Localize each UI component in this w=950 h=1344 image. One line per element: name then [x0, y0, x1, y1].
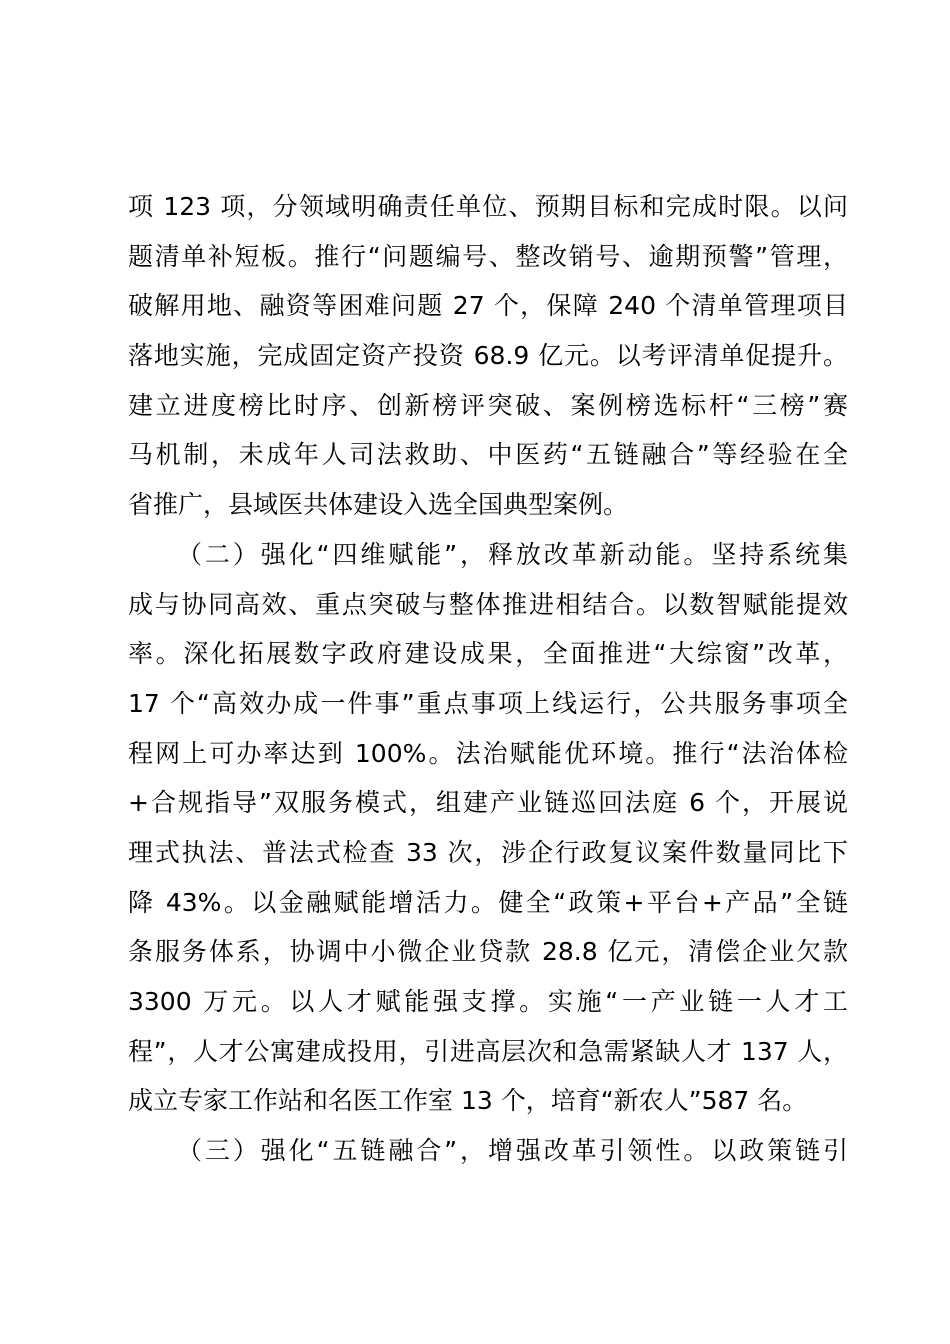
body-text: [128, 182, 848, 1176]
text-line: +合规指导”双服务模式，组建产业链巡回法庭 6 个，开展说: [128, 788, 848, 818]
text-line: 17 个“高效办成一件事”重点事项上线运行，公共服务事项全: [128, 688, 848, 718]
text-line: 成与协同高效、重点突破与整体推进相结合。以数智赋能提效: [128, 589, 848, 619]
section-heading-line: （二）强化“四维赋能”，释放改革新动能。坚持系统集: [177, 539, 848, 569]
text-line: 成立专家工作站和名医工作室 13 个，培育“新农人”587 名。: [128, 1086, 808, 1116]
text-line: 建立进度榜比时序、创新榜评突破、案例榜选标杆“三榜”赛: [128, 390, 848, 420]
text-line: 落地实施，完成固定资产投资 68.9 亿元。以考评清单促提升。: [128, 341, 848, 371]
text-line: 程网上可办率达到 100%。法治赋能优环境。推行“法治体检: [128, 738, 848, 768]
text-line: 理式执法、普法式检查 33 次，涉企行政复议案件数量同比下: [128, 837, 848, 867]
text-line: 条服务体系，协调中小微企业贷款 28.8 亿元，清偿企业欠款: [128, 937, 848, 967]
section-heading-line: （三）强化“五链融合”，增强改革引领性。以政策链引: [177, 1136, 848, 1166]
text-line: 项 123 项，分领域明确责任单位、预期目标和完成时限。以问: [128, 192, 848, 221]
text-line: 破解用地、融资等困难问题 27 个，保障 240 个清单管理项目: [128, 291, 848, 321]
text-line: 马机制，未成年人司法救助、中医药“五链融合”等经验在全: [128, 440, 848, 470]
text-line: 省推广，县域医共体建设入选全国典型案例。: [128, 490, 629, 520]
text-line: 程”，人才公寓建成投用，引进高层次和急需紧缺人才 137 人，: [128, 1036, 848, 1066]
text-line: 3300 万元。以人才赋能强支撑。实施“一产业链一人才工: [128, 987, 848, 1016]
text-line: 降 43%。以金融赋能增活力。健全“政策+平台+产品”全链: [128, 887, 848, 917]
text-line: 题清单补短板。推行“问题编号、整改销号、逾期预警”管理，: [128, 241, 848, 271]
text-line: 率。深化拓展数字政府建设成果，全面推进“大综窗”改革，: [128, 639, 848, 669]
